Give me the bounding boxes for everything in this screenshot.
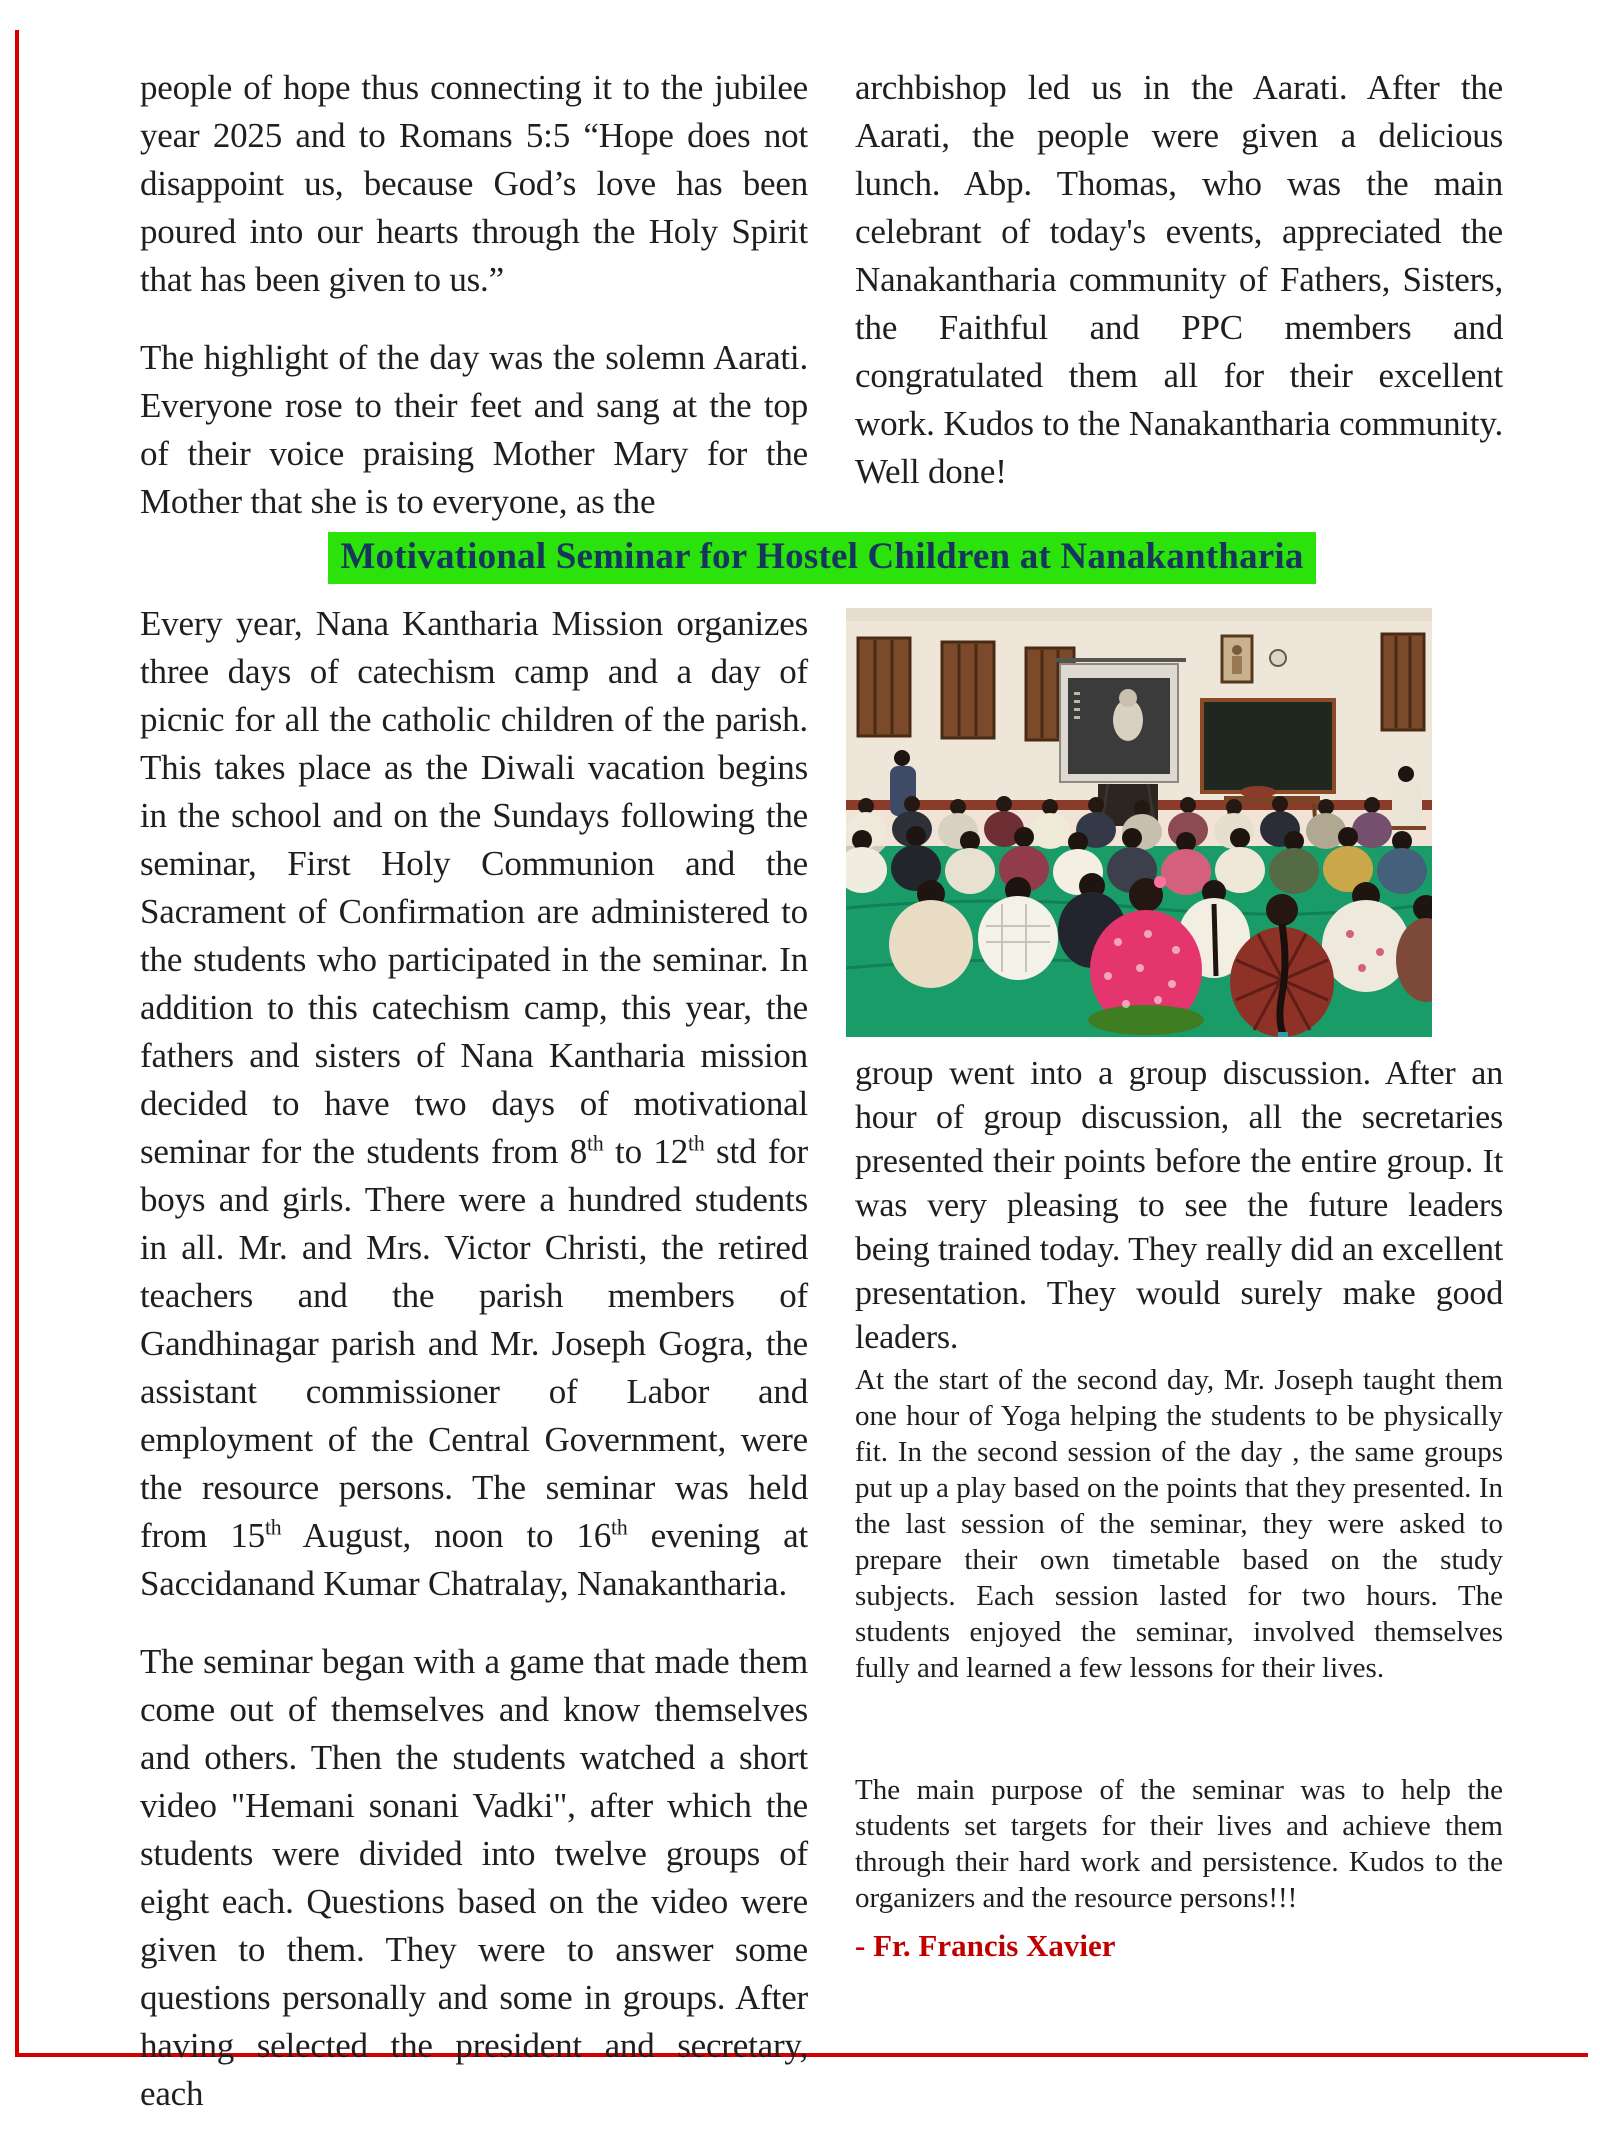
seminar-right-column-2 (855, 1362, 1503, 1716)
paragraph-main-purpose: The main purpose of the seminar was to help the students set targets for their lives and achieve them through their hard work and persistence. Kudos to the organizers and the resource persons!!! (855, 1774, 1503, 1914)
wall-clock (1270, 650, 1286, 666)
paragraph-every-year: Every year, Nana Kantharia Mission organizes three days of catechism camp and a day of picnic for all the catholic children of the parish. This takes place as the Diwali vacation begins in the school and on the Sundays following the seminar, First Holy Communion and the Sacrament of Confirmation are administered to the students who participated in the seminar. In addition to this catechism camp, this year, the fathers and sisters of Nana Kantharia mission decided to have two days of motivational seminar for the students from 8th to 12th std for boys and girls. There were a hundred students in all. Mr. and Mrs. Victor Christi, the retired teachers and the parish members of Gandhinagar parish and Mr. Joseph Gogra, the assistant commissioner of Labor and employment of the Central Government, were the resource persons. The seminar was held from 15th August, noon to 16th evening at Saccidanand Kumar Chatralay, Nanakantharia. (140, 604, 809, 1603)
paragraph-hope-jubilee: people of hope thus connecting it to the jubilee year 2025 and to Romans 5:5 “Hope does not disappoint us, because God’s love has been poured into our hearts through the Holy Spirit that has been given to us.” (140, 68, 808, 299)
paragraph-second-day-yoga: At the start of the second day, Mr. Joseph taught them one hour of Yoga helping the students to be physically fit. In the second session of the day , the same groups put up a play based on the points that they presented. In the last session of the seminar, they were asked to prepare their own timetable based on the study subjects. Each session lasted for two hours. The students enjoyed the seminar, involved themselves fully and learned a few lessons for their lives. (855, 1364, 1503, 1684)
wall-portrait (1222, 636, 1252, 682)
seminar-right-column-1 (855, 1052, 1503, 1390)
paragraph-archbishop-aarati: archbishop led us in the Aarati. After the Aarati, the people were given a delicious lunch. Abp. Thomas, who was the main celebrant of today's events, appreciated the Nanakantharia community of Fathers, Sisters, the Faithful and PPC members and congratulated them all for their excellent work. Kudos to the Nanakantharia community. Well done! (855, 68, 1503, 491)
paragraph-seminar-began: The seminar began with a game that made them come out of themselves and know themselves and others. Then the students watched a short video "Hemani sonani Vadki", after which the students were divided into twelve groups of eight each. Questions based on the video were given to them. They were to answer some questions personally and some in groups. After having selected the president and secretary, each (140, 1642, 808, 2113)
section-heading-row (140, 532, 1504, 584)
intro-left-column (140, 64, 808, 556)
seminar-right-column-3 (855, 1772, 1503, 1946)
author-signature: - Fr. Francis Xavier (855, 1928, 1116, 1963)
intro-right-column (855, 64, 1503, 526)
page-border-left (15, 30, 19, 2057)
paragraph-group-discussion: group went into a group discussion. After an hour of group discussion, all the secretaries presented their points before the entire group. It was very pleasing to see the future leaders being trained today. They really did an excellent presentation. They would surely make good leaders. (855, 1055, 1503, 1356)
seminar-photo (846, 608, 1432, 1037)
seminar-left-column (140, 600, 808, 2148)
section-heading-seminar: Motivational Seminar for Hostel Children at Nanakantharia (328, 532, 1315, 584)
paragraph-aarati-highlight: The highlight of the day was the solemn Aarati. Everyone rose to their feet and sang at the top of their voice praising Mother Mary for the Mother that she is to everyone, as the (140, 338, 808, 521)
